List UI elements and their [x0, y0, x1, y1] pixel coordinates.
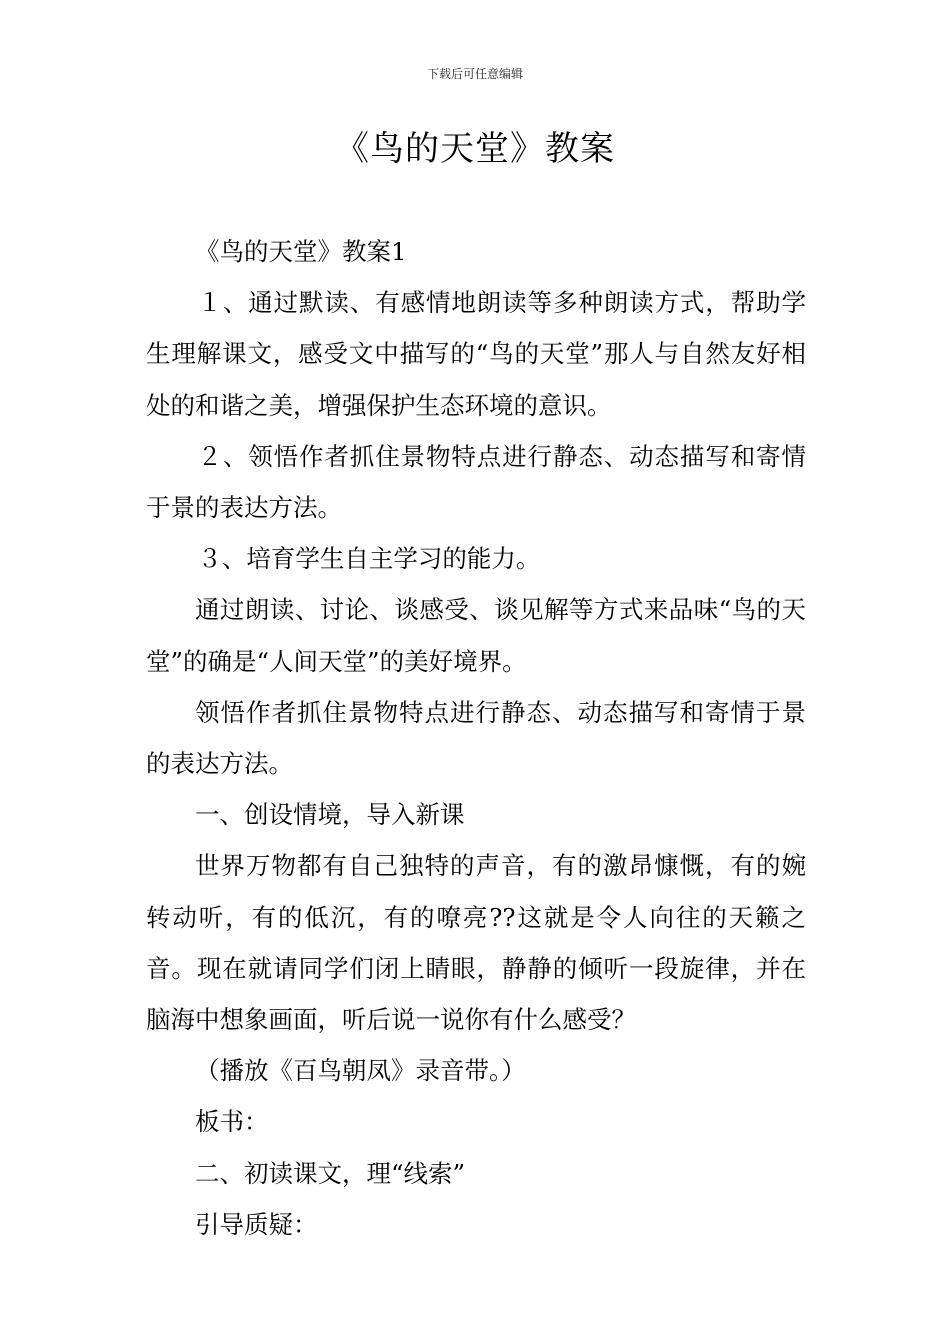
board-note: 板书： — [195, 1107, 269, 1137]
key-point: 通过朗读、讨论、谈感受、谈见解等方式来品味“鸟的天堂”的确是“人间天堂”的美好境界。 — [146, 595, 806, 676]
difficult-point: 领悟作者抓住景物特点进行静态、动态描写和寄情于景的表达方法。 — [146, 697, 806, 779]
objective-1: １、通过默读、有感情地朗读等多种朗读方式，帮助学生理解课文，感受文中描写的“鸟的天堂”那人与自然友好相处的和谐之美，增强保护生态环境的意识。 — [146, 288, 806, 420]
step-heading-1: 一、创设情境，导入新课 — [195, 800, 465, 830]
section-heading: 《鸟的天堂》教案1 — [195, 237, 407, 266]
audio-note: （播放《百鸟朝凤》录音带。） — [195, 1056, 526, 1086]
guide-questions: 引导质疑： — [195, 1209, 318, 1239]
intro-paragraph: 世界万物都有自己独特的声音，有的激昂慷慨，有的婉转动听，有的低沉，有的嘹亮??这就是令人向往的天籁之音。现在就请同学们闭上睛眼，静静的倾听一段旋律，并在脑海中想象画面，听后说一说你有什么感受？ — [146, 851, 806, 1035]
step-heading-2: 二、初读课文，理“线索” — [195, 1158, 466, 1188]
objective-3: ３、培育学生自主学习的能力。 — [197, 544, 541, 574]
page-header-note: 下载后可任意编辑 — [426, 67, 523, 81]
document-title: 《鸟的天堂》教案 — [335, 129, 615, 169]
objective-2: ２、领悟作者抓住景物特点进行静态、动态描写和寄情于景的表达方法。 — [146, 441, 806, 523]
document-body — [146, 226, 806, 1250]
